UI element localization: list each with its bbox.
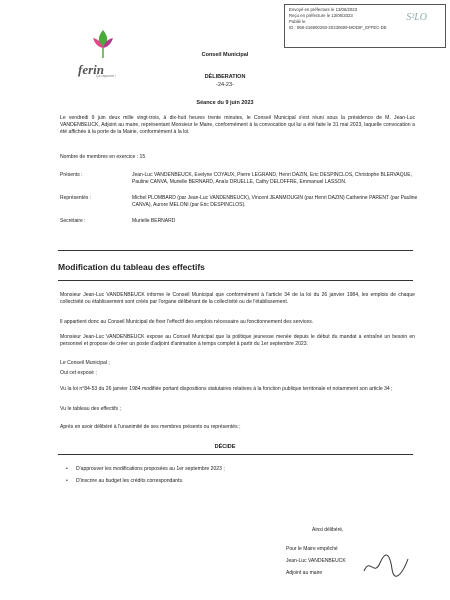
prefecture-stamp — [284, 4, 446, 48]
signatory-name: Jean-Luc VANDENBEUCK — [286, 558, 346, 564]
logo-wordmark: ferin — [78, 62, 104, 77]
handwritten-signature-icon — [362, 553, 410, 579]
deliberation-heading: DÉLIBERATION — [204, 74, 246, 80]
consideration-line: Après en avoir délibéré à l'unanimité de ses membres présents ou représentés ; — [60, 424, 241, 430]
body-paragraph: Monsieur Jean-Luc VANDENBEUCK informe le Conseil Municipal que conformément à l'article 34 de la loi du 26 janvier 1984, les emplois de chaque collectivité ou établissement sont créés par l'organe délibérant de la collectivité ou de l'établissement. — [60, 292, 415, 305]
body-paragraph: Monsieur Jean-Luc VANDENBEUCK expose au Conseil Municipal que la politique jeunesse menée depuis le début du mandat a entraîné un besoin en personnel et propose de créer un poste d'adjoint d'animation à temps complet à partir du 1er septembre 2023. — [60, 334, 415, 347]
for-mayor-text: Pour le Maire empêché — [286, 546, 338, 552]
council-heading: Conseil Municipal — [201, 52, 249, 58]
decision-item: • D'inscrire au budget les crédits correspondants. — [76, 478, 406, 485]
stamp-signature: S²LO — [406, 12, 427, 23]
signatory-role: Adjoint au maire — [286, 570, 323, 576]
logo-tagline: Ça rayonne ! — [96, 74, 117, 78]
consideration-line: Vu la loi n°84-53 du 26 janvier 1984 modifiée portant dispositions statutaires relatives à la fonction publique territoriale et notamment son article 34 ; — [60, 386, 393, 392]
deliberation-number: -24-23- — [216, 82, 234, 88]
stamp-line: Publié le — [289, 19, 306, 24]
secretary-name: Murielle BERNARD — [132, 218, 176, 224]
present-list: Jean-Luc VANDENBEUCK, Evelyne COYAUX, Pierre LEGRAND, Henri DAZIN, Eric DESPINCLOS, Christophe BLERVAQUE, Pauline CANVA, Murielle BERNARD, Anaïs DRUELLE, Cathy DELOFFRE, Emmanuel LASSON. — [132, 172, 412, 185]
consideration-line: Oui cet exposé ; — [60, 370, 97, 376]
title-rule-bottom — [58, 280, 413, 281]
stamp-line: Reçu en préfecture le 13/06/2023 — [289, 13, 353, 18]
decision-heading: DÉCIDE — [214, 444, 236, 450]
title-rule-top — [58, 250, 413, 251]
intro-paragraph: Le vendredi 9 juin deux mille vingt-trois, à dix-huit heures trente minutes, le Conseil Municipal s'est réuni sous la présidence de M. Jean-Luc VANDENBEUCK, Adjoint au maire, représentant Monsieur le Maire, conformément à la convocation qui lui a été faite le 31 mai 2023, laquelle convocation a été affichée à la porte de la Mairie, conformément à la loi. — [60, 115, 415, 135]
body-paragraph: Il appartient donc au Conseil Municipal de fixer l'effectif des emplois nécessaire au fonctionnement des services. — [60, 319, 314, 325]
consideration-line: Le Conseil Municipal ; — [60, 360, 110, 366]
represented-list: Michel PLOMBARD (par Jean-Luc VANDENBEUCK), Vincent JEANMOUGIN (par Henri DAZIN) Catherine PARENT (par Pauline CANVA), Aurore MELONI (par Eric DESPINCLOS). — [132, 195, 418, 208]
closing-text: Ainsi délibéré, — [312, 527, 344, 533]
session-date: Séance du 9 juin 2023 — [196, 100, 254, 106]
represented-label: Représentés : — [60, 195, 92, 201]
stamp-line: ID : 068-216900250-20230609-MODIF_EFFEC-DE — [289, 25, 387, 30]
decision-item: • D'approuver les modifications proposées au 1er septembre 2023 ; — [76, 466, 406, 473]
decision-rule — [58, 454, 413, 455]
ferin-logo-icon — [86, 28, 120, 66]
members-count: Nombre de membres en exercice : 15 — [60, 154, 146, 160]
consideration-line: Vu le tableau des effectifs ; — [60, 406, 121, 412]
stamp-line: Envoyé en préfecture le 13/06/2023 — [289, 7, 358, 12]
deliberation-title: Modification du tableau des effectifs — [58, 262, 205, 272]
secretary-label: Secrétaire : — [60, 218, 86, 224]
present-label: Présents : — [60, 172, 83, 178]
